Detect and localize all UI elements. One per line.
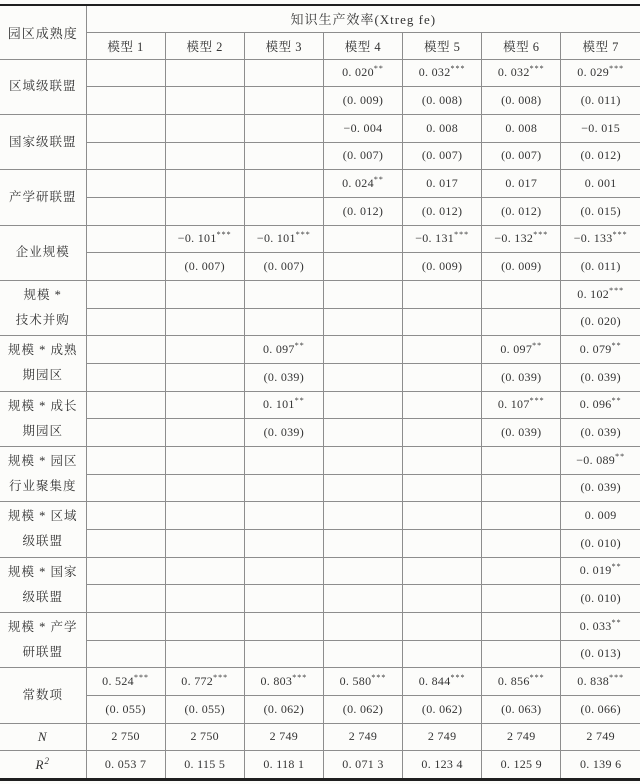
coef-cell (86, 612, 165, 640)
coef-cell (482, 502, 561, 530)
coefficient-row (0, 59, 640, 87)
coef-cell: 0. 102*** (561, 280, 640, 308)
se-cell (165, 87, 244, 115)
coef-cell (482, 612, 561, 640)
se-cell: (0. 010) (561, 585, 640, 613)
standard-error-row (0, 142, 640, 170)
significance-stars: *** (529, 673, 545, 683)
se-cell (244, 308, 323, 336)
coef-cell (244, 114, 323, 142)
se-cell (86, 87, 165, 115)
significance-stars: *** (529, 64, 545, 74)
summary-value: 2 749 (323, 723, 402, 751)
coef-cell (323, 280, 402, 308)
se-cell: (0. 055) (86, 695, 165, 723)
coef-cell: 0. 019** (561, 557, 640, 585)
standard-error-row (0, 585, 640, 613)
coef-cell (165, 391, 244, 419)
se-cell (323, 474, 402, 502)
se-cell (86, 640, 165, 668)
coef-cell: 0. 844*** (403, 668, 482, 696)
coef-cell: −0. 131*** (403, 225, 482, 253)
standard-error-row (0, 308, 640, 336)
table-body (0, 59, 640, 780)
summary-value: 2 749 (403, 723, 482, 751)
standard-error-row (0, 419, 640, 447)
se-cell (244, 87, 323, 115)
coef-cell (86, 502, 165, 530)
se-cell (244, 585, 323, 613)
coef-cell: 0. 079** (561, 336, 640, 364)
se-cell: (0. 055) (165, 695, 244, 723)
se-cell: (0. 007) (244, 253, 323, 281)
se-cell (165, 640, 244, 668)
se-cell: (0. 012) (561, 142, 640, 170)
model-header: 模型 4 (323, 32, 402, 59)
se-cell: (0. 039) (561, 474, 640, 502)
coefficient-row (0, 557, 640, 585)
coef-cell (244, 280, 323, 308)
se-cell (244, 529, 323, 557)
standard-error-row (0, 695, 640, 723)
significance-stars: ** (294, 341, 305, 351)
se-cell: (0. 009) (403, 253, 482, 281)
se-cell (165, 363, 244, 391)
coefficient-row (0, 280, 640, 308)
standard-error-row (0, 474, 640, 502)
coef-cell (165, 114, 244, 142)
se-cell: (0. 012) (403, 197, 482, 225)
significance-stars: ** (294, 396, 305, 406)
se-cell (482, 585, 561, 613)
coef-cell (86, 446, 165, 474)
row-label: 规模 * 成熟 期园区 (0, 336, 86, 391)
row-label: 常数项 (0, 668, 86, 723)
standard-error-row (0, 363, 640, 391)
row-label: 国家级联盟 (0, 114, 86, 169)
coef-cell (482, 446, 561, 474)
se-cell (165, 197, 244, 225)
standard-error-row (0, 197, 640, 225)
coef-cell (165, 170, 244, 198)
coefficient-row (0, 225, 640, 253)
coef-cell (86, 336, 165, 364)
se-cell (482, 474, 561, 502)
significance-stars: *** (533, 230, 549, 240)
se-cell (323, 253, 402, 281)
coef-cell: 0. 008 (403, 114, 482, 142)
model-header: 模型 1 (86, 32, 165, 59)
coef-cell (244, 502, 323, 530)
se-cell: (0. 009) (323, 87, 402, 115)
standard-error-row (0, 529, 640, 557)
summary-row (0, 723, 640, 751)
se-cell (323, 585, 402, 613)
se-cell: (0. 007) (482, 142, 561, 170)
se-cell (403, 308, 482, 336)
coef-cell (86, 280, 165, 308)
coef-cell (86, 225, 165, 253)
summary-value: 0. 125 9 (482, 751, 561, 780)
coef-cell (165, 446, 244, 474)
se-cell: (0. 012) (482, 197, 561, 225)
se-cell (86, 142, 165, 170)
row-label: 规模 * 成长 期园区 (0, 391, 86, 446)
se-cell (86, 197, 165, 225)
coef-cell (165, 502, 244, 530)
summary-value: 0. 071 3 (323, 751, 402, 780)
coef-cell: −0. 132*** (482, 225, 561, 253)
se-cell: (0. 020) (561, 308, 640, 336)
se-cell: (0. 063) (482, 695, 561, 723)
significance-stars: *** (133, 673, 149, 683)
se-cell: (0. 039) (244, 363, 323, 391)
se-cell: (0. 039) (482, 419, 561, 447)
se-cell: (0. 009) (482, 253, 561, 281)
significance-stars: *** (295, 230, 311, 240)
coef-cell: −0. 004 (323, 114, 402, 142)
significance-stars: *** (213, 673, 229, 683)
coef-cell (323, 612, 402, 640)
coef-cell (403, 612, 482, 640)
coef-cell: 0. 009 (561, 502, 640, 530)
row-label: 规模 * 产学 研联盟 (0, 612, 86, 667)
standard-error-row (0, 640, 640, 668)
coef-cell (482, 557, 561, 585)
coef-cell: −0. 015 (561, 114, 640, 142)
coef-cell: 0. 097** (482, 336, 561, 364)
coef-cell (86, 557, 165, 585)
coef-cell (323, 225, 402, 253)
model-header-row (0, 32, 640, 59)
coef-cell: 0. 029*** (561, 59, 640, 87)
coef-cell (165, 336, 244, 364)
significance-stars: *** (529, 396, 545, 406)
significance-stars: ** (373, 175, 384, 185)
coef-cell (244, 446, 323, 474)
coef-cell: 0. 524*** (86, 668, 165, 696)
se-cell: (0. 008) (403, 87, 482, 115)
model-header: 模型 2 (165, 32, 244, 59)
significance-stars: ** (373, 64, 384, 74)
coef-cell (482, 280, 561, 308)
coef-cell (86, 391, 165, 419)
coef-cell: 0. 032*** (403, 59, 482, 87)
summary-value: 2 749 (244, 723, 323, 751)
row-label: 规模 * 国家 级联盟 (0, 557, 86, 612)
se-cell: (0. 039) (561, 363, 640, 391)
se-cell: (0. 010) (561, 529, 640, 557)
coefficient-row (0, 114, 640, 142)
se-cell: (0. 015) (561, 197, 640, 225)
coef-cell: 0. 097** (244, 336, 323, 364)
coef-cell (86, 114, 165, 142)
se-cell (323, 640, 402, 668)
coef-cell (165, 59, 244, 87)
coef-cell: 0. 024** (323, 170, 402, 198)
significance-stars: ** (532, 341, 543, 351)
coef-cell: 0. 033** (561, 612, 640, 640)
coef-cell (403, 280, 482, 308)
se-cell: (0. 039) (482, 363, 561, 391)
coef-cell: 0. 017 (482, 170, 561, 198)
se-cell (244, 142, 323, 170)
se-cell (244, 197, 323, 225)
coef-cell (323, 557, 402, 585)
se-cell (165, 308, 244, 336)
coefficient-row (0, 336, 640, 364)
coefficient-row (0, 502, 640, 530)
row-label: 产学研联盟 (0, 170, 86, 225)
row-label: 规模 * 园区 行业聚集度 (0, 446, 86, 501)
row-label: 企业规模 (0, 225, 86, 280)
coef-cell (244, 612, 323, 640)
significance-stars: ** (611, 562, 622, 572)
coefficient-row (0, 170, 640, 198)
se-cell (403, 419, 482, 447)
corner-header: 园区成熟度 (0, 5, 86, 59)
coef-cell (323, 502, 402, 530)
se-cell (86, 529, 165, 557)
se-cell: (0. 012) (323, 197, 402, 225)
se-cell: (0. 062) (323, 695, 402, 723)
significance-stars: *** (450, 673, 466, 683)
summary-value: 0. 123 4 (403, 751, 482, 780)
se-cell (323, 419, 402, 447)
regression-table (0, 4, 640, 781)
significance-stars: *** (216, 230, 232, 240)
se-cell (165, 529, 244, 557)
se-cell (165, 419, 244, 447)
significance-stars: ** (615, 451, 626, 461)
se-cell (323, 308, 402, 336)
coefficient-row (0, 668, 640, 696)
significance-stars: *** (609, 673, 625, 683)
se-cell: (0. 007) (323, 142, 402, 170)
coef-cell: −0. 101*** (165, 225, 244, 253)
se-cell: (0. 039) (244, 419, 323, 447)
coef-cell (165, 557, 244, 585)
coefficient-row (0, 446, 640, 474)
se-cell (86, 308, 165, 336)
summary-value: 2 750 (86, 723, 165, 751)
coef-cell (165, 612, 244, 640)
se-cell (86, 419, 165, 447)
significance-stars: *** (292, 673, 308, 683)
coef-cell: 0. 032*** (482, 59, 561, 87)
summary-value: 0. 118 1 (244, 751, 323, 780)
model-header: 模型 7 (561, 32, 640, 59)
coef-cell: 0. 017 (403, 170, 482, 198)
se-cell: (0. 011) (561, 253, 640, 281)
coef-cell: 0. 001 (561, 170, 640, 198)
standard-error-row (0, 87, 640, 115)
se-cell (165, 142, 244, 170)
coef-cell: 0. 008 (482, 114, 561, 142)
se-cell: (0. 011) (561, 87, 640, 115)
se-cell (403, 640, 482, 668)
coef-cell (244, 557, 323, 585)
coef-cell: 0. 096** (561, 391, 640, 419)
se-cell: (0. 062) (403, 695, 482, 723)
summary-value: 0. 115 5 (165, 751, 244, 780)
se-cell: (0. 007) (165, 253, 244, 281)
se-cell: (0. 066) (561, 695, 640, 723)
coef-cell (86, 170, 165, 198)
se-cell (86, 474, 165, 502)
coef-cell (323, 446, 402, 474)
significance-stars: *** (371, 673, 387, 683)
se-cell (86, 585, 165, 613)
coefficient-row (0, 612, 640, 640)
summary-label: N (0, 723, 86, 751)
coef-cell: 0. 772*** (165, 668, 244, 696)
se-cell: (0. 039) (561, 419, 640, 447)
se-cell (165, 585, 244, 613)
se-cell: (0. 013) (561, 640, 640, 668)
significance-stars: *** (609, 64, 625, 74)
coef-cell (403, 502, 482, 530)
se-cell: (0. 007) (403, 142, 482, 170)
coef-cell: 0. 803*** (244, 668, 323, 696)
se-cell (244, 474, 323, 502)
se-cell (482, 308, 561, 336)
coef-cell (403, 446, 482, 474)
standard-error-row (0, 253, 640, 281)
coef-cell (403, 391, 482, 419)
se-cell (323, 363, 402, 391)
se-cell (403, 585, 482, 613)
se-cell (482, 640, 561, 668)
se-cell (244, 640, 323, 668)
se-cell (403, 363, 482, 391)
significance-stars: ** (611, 617, 622, 627)
se-cell (86, 363, 165, 391)
coef-cell (244, 170, 323, 198)
coef-cell: 0. 101** (244, 391, 323, 419)
summary-value: 2 750 (165, 723, 244, 751)
coef-cell: 0. 838*** (561, 668, 640, 696)
coef-cell: −0. 133*** (561, 225, 640, 253)
coefficient-row (0, 391, 640, 419)
se-cell (482, 529, 561, 557)
coef-cell: −0. 089** (561, 446, 640, 474)
coef-cell (323, 336, 402, 364)
significance-stars: ** (611, 396, 622, 406)
se-cell (323, 529, 402, 557)
coef-cell: 0. 856*** (482, 668, 561, 696)
summary-value: 2 749 (482, 723, 561, 751)
header-row-top (0, 5, 640, 32)
se-cell (165, 474, 244, 502)
coef-cell (86, 59, 165, 87)
significance-stars: *** (450, 64, 466, 74)
significance-stars: *** (609, 285, 625, 295)
significance-stars: ** (611, 341, 622, 351)
coef-cell: −0. 101*** (244, 225, 323, 253)
coef-cell: 0. 020** (323, 59, 402, 87)
summary-value: 0. 139 6 (561, 751, 640, 780)
se-cell: (0. 062) (244, 695, 323, 723)
se-cell: (0. 008) (482, 87, 561, 115)
row-label: 区域级联盟 (0, 59, 86, 114)
row-label: 规模 * 区域 级联盟 (0, 502, 86, 557)
significance-stars: *** (454, 230, 470, 240)
summary-row (0, 751, 640, 780)
coef-cell (165, 280, 244, 308)
summary-value: 0. 053 7 (86, 751, 165, 780)
se-cell (86, 253, 165, 281)
model-header: 模型 3 (244, 32, 323, 59)
model-header: 模型 6 (482, 32, 561, 59)
summary-label: $R^2$ (0, 751, 86, 780)
dependent-variable-header: 知识生产效率(Xtreg fe) (86, 5, 640, 32)
row-label: 规模 * 技术并购 (0, 280, 86, 335)
coef-cell: 0. 580*** (323, 668, 402, 696)
model-header: 模型 5 (403, 32, 482, 59)
coef-cell (323, 391, 402, 419)
se-cell (403, 474, 482, 502)
coef-cell (403, 557, 482, 585)
coef-cell: 0. 107*** (482, 391, 561, 419)
se-cell (403, 529, 482, 557)
summary-value: 2 749 (561, 723, 640, 751)
significance-stars: *** (612, 230, 628, 240)
coef-cell (244, 59, 323, 87)
coef-cell (403, 336, 482, 364)
